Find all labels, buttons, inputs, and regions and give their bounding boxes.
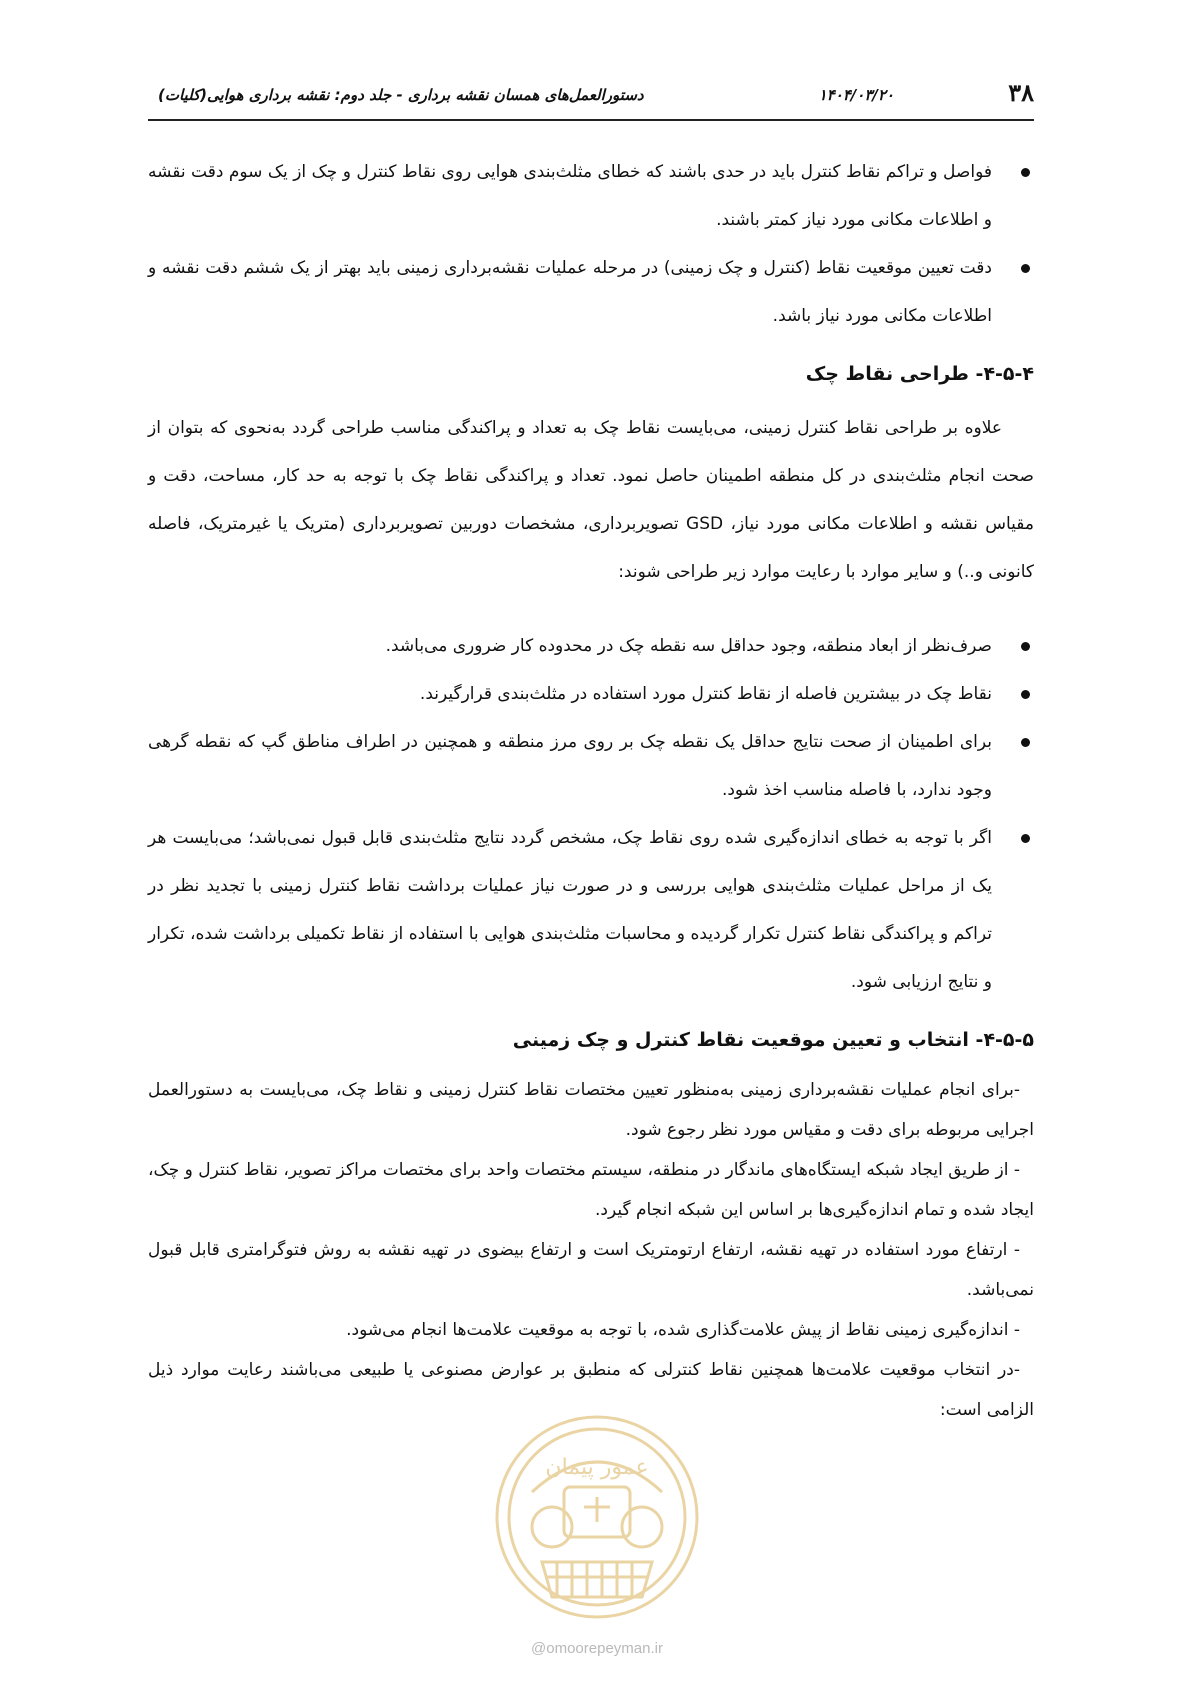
- bullet-text: صرف‌نظر از ابعاد منطقه، وجود حداقل سه نقطه چک در محدوده کار ضروری می‌باشد.: [385, 636, 992, 656]
- watermark-seal-icon: [492, 1412, 702, 1622]
- bullet-icon: [1021, 834, 1030, 843]
- bullet-icon: [1021, 642, 1030, 651]
- list-item: [148, 148, 1034, 244]
- bullet-icon: [1021, 264, 1030, 273]
- list-item: [148, 670, 1034, 718]
- list-item: [148, 244, 1034, 340]
- header-date: ۱۴۰۴/۰۳/۲۰: [818, 86, 894, 104]
- watermark-logo-text: عمور پیمان: [545, 1455, 649, 1480]
- intro-bullet-list: [148, 148, 1034, 340]
- section-paragraph: علاوه بر طراحی نقاط کنترل زمینی، می‌بایست نقاط چک به تعداد و پراکندگی مناسب طراحی گردد به‌نحوی که بتوان از صحت انجام مثلث‌بندی در کل منطقه اطمینان حاصل نمود. تعداد و پراکندگی نقاط چک با توجه به حد کار، مساحت، دقت و مقیاس نقشه و اطلاعات مکانی مورد نیاز، GSD تصویربرداری، مشخصات دوربین تصویربرداری (متریک یا غیرمتریک، فاصله کانونی و..) و سایر موارد با رعایت موارد زیر طراحی شوند:: [148, 418, 1035, 582]
- bullet-icon: [1021, 738, 1030, 747]
- page-content: [148, 148, 1034, 1430]
- dash-paragraph: -در انتخاب موقعیت علامت‌ها همچنین نقاط کنترلی که منطبق بر عوارض مصنوعی یا طبیعی می‌باشند رعایت موارد ذیل الزامی است:: [148, 1360, 1034, 1420]
- list-item: [148, 718, 1034, 814]
- list-item: [148, 814, 1034, 1006]
- bullet-icon: [1021, 690, 1030, 699]
- check-point-bullet-list: [148, 622, 1034, 1006]
- section-heading-ground-control: ۴-۵-۵- انتخاب و تعیین موقعیت نقاط کنترل و چک زمینی: [512, 1029, 1034, 1051]
- dash-paragraph: -برای انجام عملیات نقشه‌برداری زمینی به‌منظور تعیین مختصات نقاط کنترل زمینی و نقاط چک، می‌بایست به دستورالعمل اجرایی مربوطه برای دقت و مقیاس مورد نظر رجوع شود.: [148, 1080, 1034, 1140]
- list-item: [148, 622, 1034, 670]
- header-divider: [148, 119, 1034, 121]
- bullet-text: اگر با توجه به خطای اندازه‌گیری شده روی نقاط چک، مشخص گردد نتایج مثلث‌بندی قابل قبول نمی‌باشد؛ می‌بایست هر یک از مراحل عملیات مثلث‌بندی هوایی بررسی و در صورت نیاز عملیات برداشت نقاط کنترل زمینی با تجدید نظر در تراکم و پراکندگی نقاط کنترل تکرار گردیده و محاسبات مثلث‌بندی هوایی با استفاده از نقاط تکمیلی برداشت شده، تکرار و نتایج ارزیابی شود.: [148, 828, 992, 992]
- spacer: [148, 596, 1034, 622]
- watermark-url: @omoorepeyman.ir: [531, 1640, 663, 1657]
- bullet-icon: [1021, 168, 1030, 177]
- page-header: [158, 78, 1034, 112]
- bullet-text: فواصل و تراکم نقاط کنترل باید در حدی باشند که خطای مثلث‌بندی هوایی روی نقاط کنترل و چک از یک سوم دقت نقشه و اطلاعات مکانی مورد نیاز کمتر باشند.: [148, 162, 992, 230]
- bullet-text: برای اطمینان از صحت نتایج حداقل یک نقطه چک بر روی مرز منطقه و همچنین در اطراف مناطق گپ که نقطه گرهی وجود ندارد، با فاصله مناسب اخذ شود.: [148, 732, 992, 800]
- dash-paragraph: - اندازه‌گیری زمینی نقاط از پیش علامت‌گذاری شده، با توجه به موقعیت علامت‌ها انجام می‌شود.: [346, 1320, 1020, 1340]
- dash-paragraph: - از طریق ایجاد شبکه ایستگاه‌های ماندگار در منطقه، سیستم مختصات واحد برای مختصات مراکز تصویر، نقاط کنترل و چک، ایجاد شده و تمام اندازه‌گیری‌ها بر اساس این شبکه انجام گیرد.: [148, 1160, 1034, 1220]
- bullet-text: نقاط چک در بیشترین فاصله از نقاط کنترل مورد استفاده در مثلث‌بندی قرارگیرند.: [419, 684, 992, 704]
- bullet-text: دقت تعیین موقعیت نقاط (کنترل و چک زمینی) در مرحله عملیات نقشه‌برداری زمینی باید بهتر از یک ششم دقت نقشه و اطلاعات مکانی مورد نیاز باشد.: [148, 258, 992, 326]
- header-title: دستورالعمل‌های همسان نقشه برداری - جلد دوم: نقشه برداری هوایی(کلیات): [158, 86, 644, 104]
- dash-paragraph: - ارتفاع مورد استفاده در تهیه نقشه، ارتفاع ارتومتریک است و ارتفاع بیضوی در تهیه نقشه به روش فتوگرامتری قابل قبول نمی‌باشد.: [148, 1240, 1034, 1300]
- page-number: ۳۸: [1008, 78, 1034, 107]
- section-heading-check-points: ۴-۵-۴- طراحی نقاط چک: [805, 363, 1034, 385]
